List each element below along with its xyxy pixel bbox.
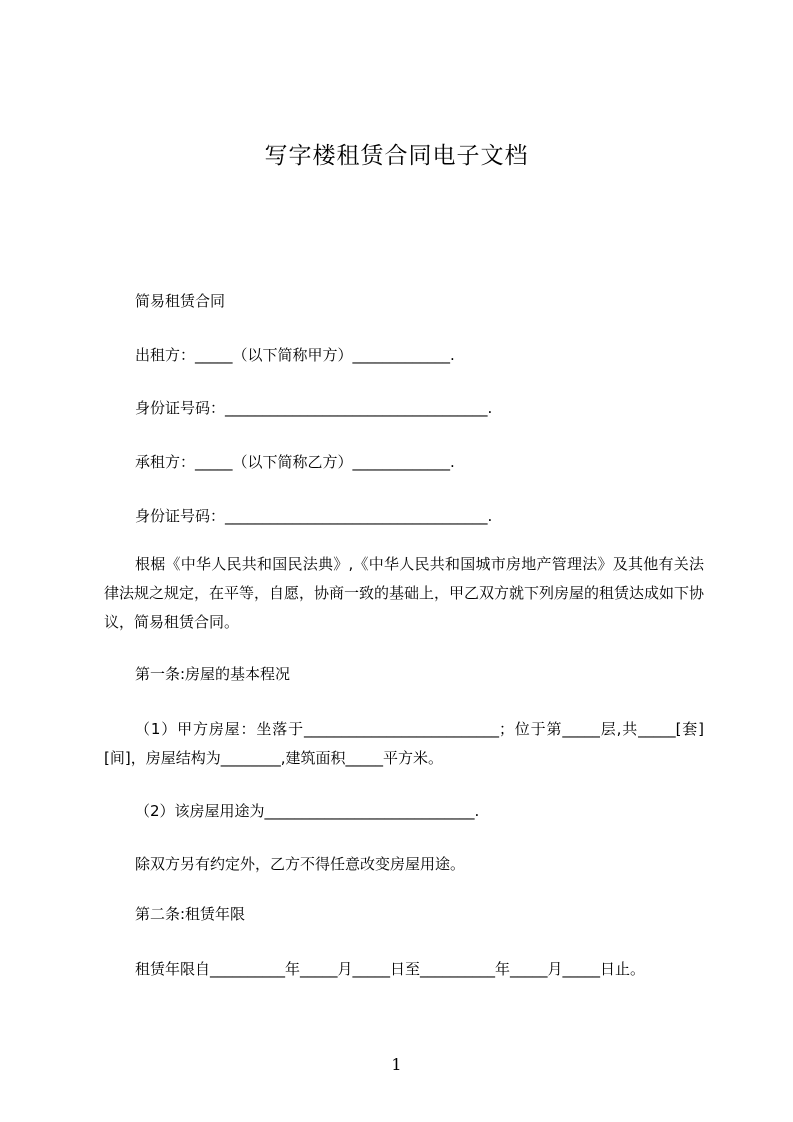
article-1-item-2: （2）该房屋用途为____________________________. — [135, 802, 480, 820]
preamble-paragraph: 根椐《中华人民共和国民法典》,《中华人民共和国城市房地产管理法》及其他有关法律法规之规定，在平等，自愿，协商一致的基础上，甲乙双方就下列房屋的租赁达成如下协议，简易租赁合同。 — [104, 555, 705, 631]
page-number: 1 — [391, 1055, 402, 1074]
article-2-term: 租赁年限自__________年_____月_____日至__________年_____月_____日止。 — [135, 960, 646, 978]
article-1-item-1: （1）甲方房屋：坐落于__________________________；位于第_____层,共_____[套][间]，房屋结构为________,建筑面积_____平方米。 — [104, 720, 704, 767]
contract-subtitle: 简易租赁合同 — [135, 292, 226, 310]
article-1-heading: 第一条:房屋的基本程况 — [135, 665, 291, 683]
page-title: 写字楼租赁合同电子文档 — [264, 143, 529, 169]
article-1-note: 除双方另有约定外，乙方不得任意改变房屋用途。 — [135, 855, 466, 873]
article-2-heading: 第二条:租赁年限 — [135, 905, 246, 923]
lessee-id-line: 身份证号码：___________________________________. — [135, 507, 493, 525]
lessor-id-line: 身份证号码：___________________________________. — [135, 399, 493, 417]
lessor-line: 出租方：_____（以下简称甲方）_____________. — [135, 346, 455, 364]
lessee-line: 承租方：_____（以下简称乙方）_____________. — [135, 453, 455, 471]
